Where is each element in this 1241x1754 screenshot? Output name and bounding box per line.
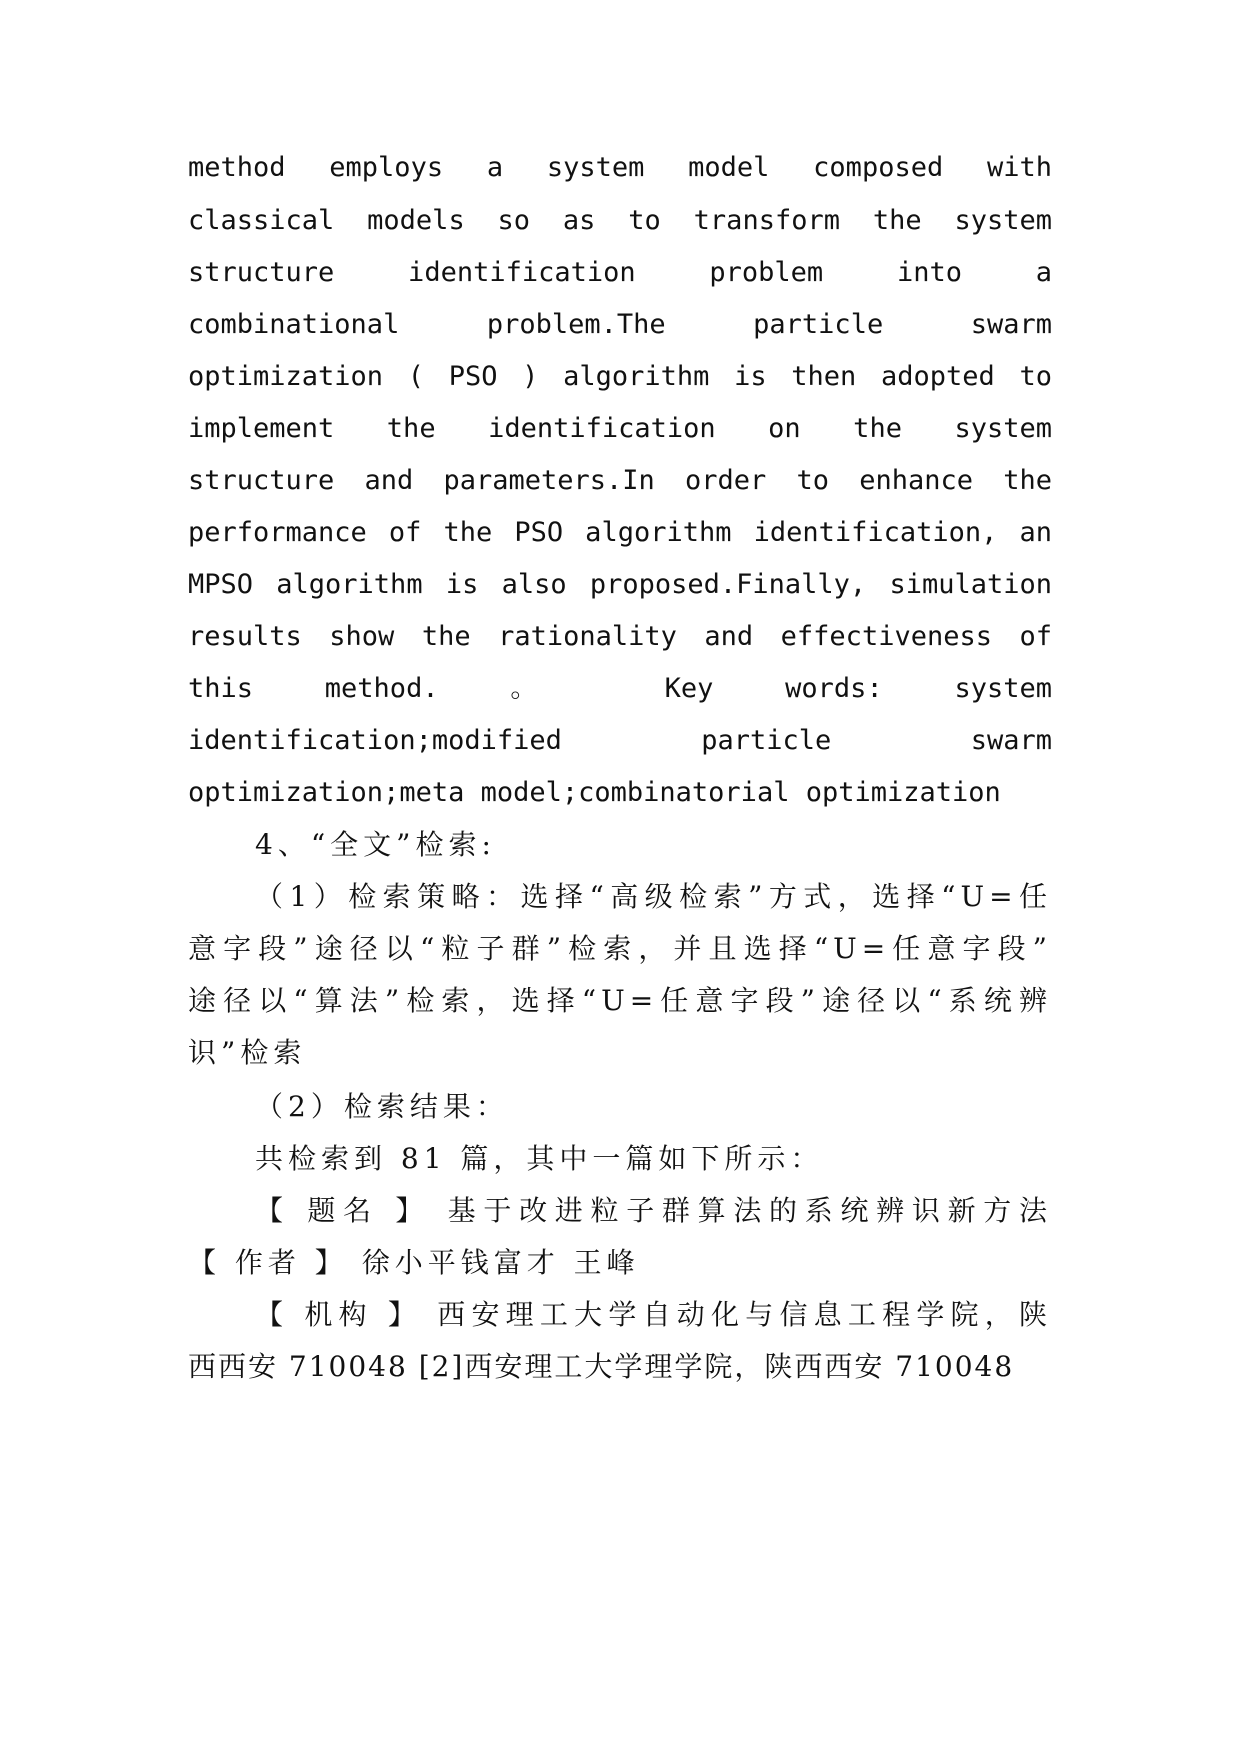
- abstract-line: performance of the PSO algorithm identification, an: [188, 517, 1052, 548]
- abstract-line: combinational problem.The particle swarm: [188, 309, 1052, 340]
- abstract-line: optimization ( PSO ) algorithm is then adopted to: [188, 361, 1052, 392]
- result-label: （2）检索结果：: [255, 1090, 509, 1123]
- abstract-line: results show the rationality and effectiveness of: [188, 621, 1052, 652]
- abstract-line: MPSO algorithm is also proposed.Finally, simulation: [188, 569, 1052, 600]
- record-institution: 西西安 710048 [2]西安理工大学理学院，陕西西安 710048: [188, 1350, 1015, 1383]
- abstract-line: structure identification problem into a: [188, 257, 1052, 288]
- strategy-line: （1）检索策略：选择“高级检索”方式，选择“U=任: [255, 880, 1052, 913]
- section-heading: 4、“全文”检索:: [255, 828, 496, 861]
- strategy-line: 途径以“算法”检索，选择“U=任意字段”途径以“系统辨: [188, 984, 1052, 1017]
- record-title: 【 题名 】 基于改进粒子群算法的系统辨识新方法: [255, 1194, 1052, 1227]
- record-institution: 【 机构 】 西安理工大学自动化与信息工程学院，陕: [255, 1298, 1052, 1331]
- abstract-line: structure and parameters.In order to enhance the: [188, 465, 1052, 496]
- abstract-line: optimization;meta model;combinatorial optimization: [188, 777, 1001, 808]
- strategy-line: 意字段”途径以“粒子群”检索，并且选择“U=任意字段”: [188, 932, 1052, 965]
- record-author: 【 作者 】 徐小平钱富才 王峰: [188, 1246, 640, 1279]
- abstract-line: implement the identification on the system: [188, 413, 1052, 444]
- abstract-line: method employs a system model composed with: [188, 152, 1052, 183]
- strategy-line: 识”检索: [188, 1036, 307, 1069]
- result-count: 共检索到 81 篇，其中一篇如下所示：: [255, 1142, 824, 1175]
- abstract-line: classical models so as to transform the system: [188, 205, 1052, 236]
- abstract-line: this method. 。 Key words: system: [188, 673, 1052, 704]
- abstract-line: identification;modified particle swarm: [188, 725, 1052, 756]
